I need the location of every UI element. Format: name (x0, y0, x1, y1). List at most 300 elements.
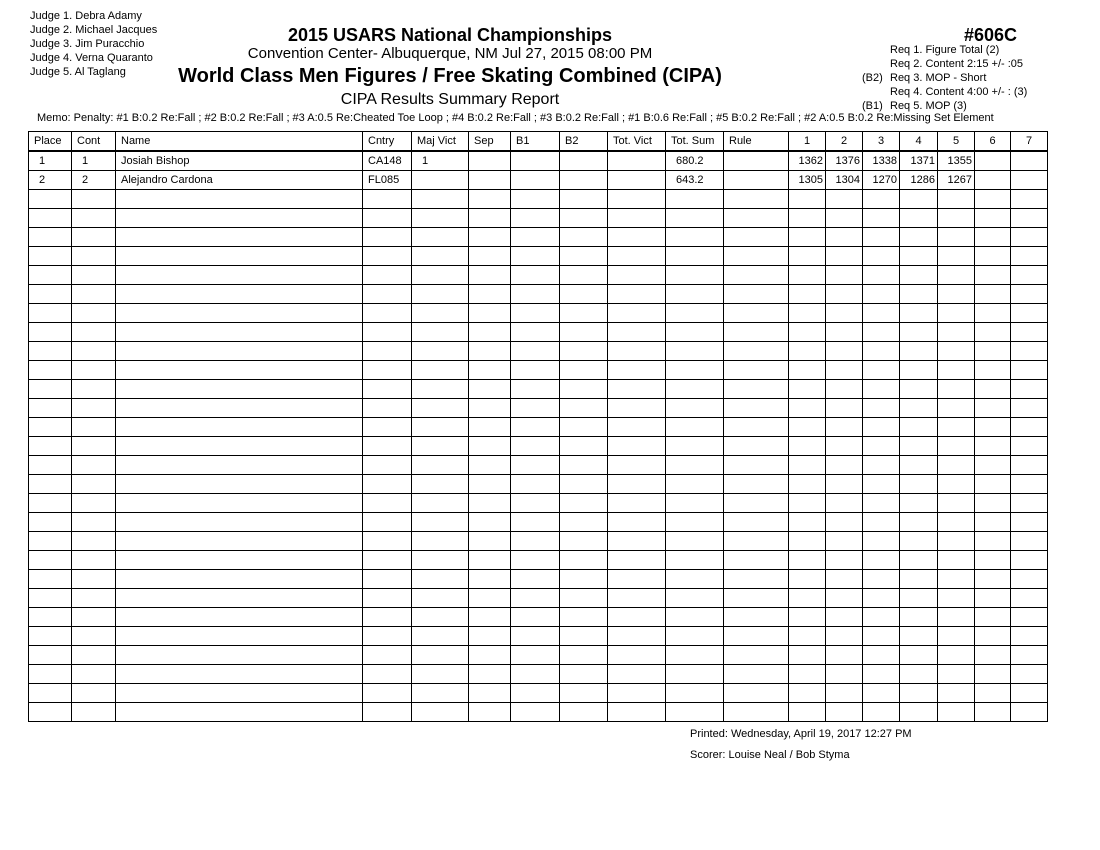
table-cell (1011, 703, 1048, 722)
table-cell: 1304 (826, 171, 863, 190)
table-cell (469, 589, 511, 608)
table-cell (608, 399, 666, 418)
table-cell (511, 570, 560, 589)
table-cell (975, 228, 1011, 247)
table-cell (608, 551, 666, 570)
requirement: (B1) Req 5. MOP (3) (862, 100, 967, 112)
table-cell: 1305 (789, 171, 826, 190)
table-cell (72, 209, 116, 228)
table-cell (469, 627, 511, 646)
table-cell (469, 171, 511, 190)
table-cell (975, 475, 1011, 494)
table-cell (469, 703, 511, 722)
judge: Judge 4. Verna Quaranto (30, 52, 153, 64)
table-cell (363, 247, 412, 266)
table-cell (900, 285, 938, 304)
table-cell (363, 513, 412, 532)
table-cell (560, 266, 608, 285)
table-cell (412, 475, 469, 494)
table-cell (1011, 494, 1048, 513)
table-cell (1011, 437, 1048, 456)
table-cell (789, 456, 826, 475)
table-cell (938, 513, 975, 532)
table-cell (116, 589, 363, 608)
table-cell (116, 190, 363, 209)
table-cell (938, 437, 975, 456)
table-cell (826, 513, 863, 532)
table-cell (826, 684, 863, 703)
table-cell (900, 703, 938, 722)
table-cell (608, 171, 666, 190)
table-cell (975, 151, 1011, 171)
table-cell (900, 380, 938, 399)
table-cell (511, 532, 560, 551)
table-cell (469, 646, 511, 665)
table-cell (863, 703, 900, 722)
table-cell (412, 646, 469, 665)
table-cell (363, 646, 412, 665)
table-cell (724, 285, 789, 304)
table-cell (363, 551, 412, 570)
table-cell (938, 532, 975, 551)
table-cell (29, 456, 72, 475)
table-cell (72, 437, 116, 456)
table-cell (469, 475, 511, 494)
table-cell (789, 665, 826, 684)
table-cell (900, 589, 938, 608)
table-cell (975, 703, 1011, 722)
table-cell (724, 151, 789, 171)
table-cell (72, 589, 116, 608)
table-cell (666, 323, 724, 342)
table-cell (511, 285, 560, 304)
table-cell (29, 418, 72, 437)
table-cell (1011, 228, 1048, 247)
table-cell (975, 266, 1011, 285)
table-cell (863, 266, 900, 285)
table-cell (975, 456, 1011, 475)
table-cell: 1355 (938, 151, 975, 171)
table-cell (469, 361, 511, 380)
table-cell (363, 209, 412, 228)
page-title: 2015 USARS National Championships (287, 25, 613, 45)
table-cell (900, 361, 938, 380)
table-cell (826, 475, 863, 494)
table-cell (863, 494, 900, 513)
table-cell (608, 646, 666, 665)
table-cell (1011, 209, 1048, 228)
table-cell (608, 190, 666, 209)
table-cell (975, 209, 1011, 228)
table-cell (511, 475, 560, 494)
table-cell (412, 380, 469, 399)
table-cell (666, 475, 724, 494)
table-cell (863, 589, 900, 608)
empty-table-row (29, 418, 1048, 437)
column-header: 6 (975, 132, 1011, 152)
judge: Judge 1. Debra Adamy (30, 10, 142, 22)
table-cell (938, 665, 975, 684)
table-cell (363, 703, 412, 722)
table-cell (29, 304, 72, 323)
table-cell (975, 627, 1011, 646)
table-cell (511, 304, 560, 323)
column-header: Maj Vict (412, 132, 469, 152)
table-cell (900, 532, 938, 551)
table-cell (666, 304, 724, 323)
table-cell (72, 418, 116, 437)
table-cell (412, 171, 469, 190)
table-cell (412, 513, 469, 532)
table-cell: 1267 (938, 171, 975, 190)
requirement: Req 1. Figure Total (2) (890, 44, 1000, 56)
table-cell: Josiah Bishop (116, 151, 363, 171)
empty-table-row (29, 209, 1048, 228)
table-cell (363, 494, 412, 513)
table-cell (975, 399, 1011, 418)
table-cell (469, 665, 511, 684)
table-cell (724, 266, 789, 285)
table-cell (789, 304, 826, 323)
table-cell (938, 190, 975, 209)
table-cell (826, 190, 863, 209)
table-cell (1011, 361, 1048, 380)
table-cell (938, 247, 975, 266)
table-cell (72, 494, 116, 513)
table-cell (412, 304, 469, 323)
table-cell (938, 494, 975, 513)
table-cell (1011, 646, 1048, 665)
table-cell (116, 532, 363, 551)
table-cell (826, 551, 863, 570)
table-cell (826, 494, 863, 513)
table-cell (724, 684, 789, 703)
table-cell (72, 684, 116, 703)
table-cell (900, 456, 938, 475)
table-cell (363, 285, 412, 304)
table-cell (666, 551, 724, 570)
table-cell (975, 494, 1011, 513)
column-header: 2 (826, 132, 863, 152)
table-cell (900, 399, 938, 418)
table-cell (560, 247, 608, 266)
table-cell (826, 304, 863, 323)
table-cell (1011, 665, 1048, 684)
empty-table-row (29, 627, 1048, 646)
table-cell (789, 285, 826, 304)
table-cell (560, 399, 608, 418)
requirement: Req 2. Content 2:15 +/- :05 (890, 58, 1024, 70)
table-cell (724, 456, 789, 475)
table-cell (938, 209, 975, 228)
table-cell (826, 418, 863, 437)
table-cell (975, 380, 1011, 399)
table-cell (560, 589, 608, 608)
scorer: Scorer: Louise Neal / Bob Styma (690, 749, 850, 761)
table-cell (560, 551, 608, 570)
table-cell (29, 399, 72, 418)
table-cell (863, 551, 900, 570)
empty-table-row (29, 266, 1048, 285)
table-cell (826, 570, 863, 589)
table-cell (975, 608, 1011, 627)
table-cell (116, 323, 363, 342)
table-cell (116, 684, 363, 703)
table-cell: 1270 (863, 171, 900, 190)
empty-table-row (29, 475, 1048, 494)
empty-table-row (29, 551, 1048, 570)
table-cell (1011, 171, 1048, 190)
table-cell (363, 266, 412, 285)
table-cell (938, 646, 975, 665)
empty-table-row (29, 513, 1048, 532)
table-cell (863, 418, 900, 437)
table-cell (511, 380, 560, 399)
empty-table-row (29, 646, 1048, 665)
table-cell (412, 266, 469, 285)
table-cell (724, 247, 789, 266)
column-header: 1 (789, 132, 826, 152)
table-cell (116, 608, 363, 627)
table-cell (72, 190, 116, 209)
table-cell (789, 570, 826, 589)
empty-table-row (29, 190, 1048, 209)
table-cell (560, 532, 608, 551)
column-header: B1 (511, 132, 560, 152)
table-cell (560, 513, 608, 532)
table-cell (72, 570, 116, 589)
table-cell (1011, 551, 1048, 570)
table-cell (863, 285, 900, 304)
table-cell (469, 494, 511, 513)
table-cell (72, 266, 116, 285)
table-cell (938, 304, 975, 323)
column-header: 4 (900, 132, 938, 152)
table-cell (29, 190, 72, 209)
table-cell (363, 665, 412, 684)
table-cell (511, 151, 560, 171)
table-cell (29, 513, 72, 532)
table-cell (511, 323, 560, 342)
empty-table-row (29, 665, 1048, 684)
table-cell (412, 570, 469, 589)
table-cell (560, 171, 608, 190)
table-cell (724, 323, 789, 342)
table-cell (975, 285, 1011, 304)
table-cell (29, 437, 72, 456)
table-cell (863, 437, 900, 456)
table-cell (412, 684, 469, 703)
table-cell (511, 266, 560, 285)
table-cell (72, 475, 116, 494)
table-cell (72, 532, 116, 551)
table-cell (116, 456, 363, 475)
table-cell (412, 589, 469, 608)
table-cell (363, 437, 412, 456)
table-cell (826, 437, 863, 456)
table-cell (560, 209, 608, 228)
table-cell (29, 380, 72, 399)
table-cell (938, 380, 975, 399)
table-cell (938, 342, 975, 361)
table-cell (363, 418, 412, 437)
table-cell (469, 228, 511, 247)
table-cell (511, 551, 560, 570)
table-cell (560, 570, 608, 589)
table-cell (608, 532, 666, 551)
table-cell (29, 247, 72, 266)
table-cell (724, 513, 789, 532)
table-cell (789, 342, 826, 361)
table-cell (29, 285, 72, 304)
judge: Judge 2. Michael Jacques (30, 24, 158, 36)
table-cell (1011, 266, 1048, 285)
table-cell (666, 228, 724, 247)
table-cell (412, 494, 469, 513)
table-cell (826, 589, 863, 608)
table-cell (900, 570, 938, 589)
empty-table-row (29, 494, 1048, 513)
table-cell (1011, 304, 1048, 323)
table-cell (863, 570, 900, 589)
table-cell (29, 494, 72, 513)
table-cell (412, 228, 469, 247)
venue-date: Convention Center- Albuquerque, NM Jul 27, 2015 08:00 PM (247, 45, 653, 62)
table-cell (29, 266, 72, 285)
table-cell (900, 551, 938, 570)
table-cell (975, 304, 1011, 323)
table-cell (116, 304, 363, 323)
table-cell (938, 266, 975, 285)
column-header: 5 (938, 132, 975, 152)
table-cell (1011, 608, 1048, 627)
table-cell (72, 456, 116, 475)
table-cell (789, 646, 826, 665)
table-cell (724, 399, 789, 418)
table-cell (666, 380, 724, 399)
table-cell (511, 418, 560, 437)
table-cell (72, 646, 116, 665)
empty-table-row (29, 361, 1048, 380)
table-cell (560, 475, 608, 494)
column-header: Tot. Sum (666, 132, 724, 152)
table-cell (29, 589, 72, 608)
empty-table-row (29, 684, 1048, 703)
table-cell (724, 608, 789, 627)
table-cell (469, 380, 511, 399)
table-cell (560, 285, 608, 304)
table-cell (511, 228, 560, 247)
table-cell (1011, 627, 1048, 646)
table-cell (116, 551, 363, 570)
table-cell (724, 589, 789, 608)
table-cell (900, 608, 938, 627)
table-cell (363, 228, 412, 247)
table-cell (363, 570, 412, 589)
table-cell (608, 665, 666, 684)
table-cell (863, 361, 900, 380)
table-cell (900, 494, 938, 513)
table-cell (666, 684, 724, 703)
table-cell (116, 209, 363, 228)
table-cell (724, 190, 789, 209)
empty-table-row (29, 437, 1048, 456)
printed-date: Printed: Wednesday, April 19, 2017 12:27 PM (690, 728, 912, 740)
table-cell (789, 247, 826, 266)
table-cell (511, 608, 560, 627)
table-cell (826, 285, 863, 304)
table-cell (560, 646, 608, 665)
table-cell (560, 437, 608, 456)
table-cell (511, 684, 560, 703)
table-cell (863, 209, 900, 228)
table-cell (72, 627, 116, 646)
table-cell (900, 342, 938, 361)
table-cell (666, 608, 724, 627)
table-cell (1011, 151, 1048, 171)
table-cell (789, 266, 826, 285)
table-cell (608, 323, 666, 342)
table-cell (900, 323, 938, 342)
table-cell (608, 151, 666, 171)
table-cell (666, 646, 724, 665)
table-cell (116, 247, 363, 266)
table-cell (469, 285, 511, 304)
table-cell: 1286 (900, 171, 938, 190)
table-cell (412, 703, 469, 722)
table-cell (116, 228, 363, 247)
table-cell (363, 361, 412, 380)
table-cell (560, 380, 608, 399)
table-cell (938, 285, 975, 304)
table-cell (469, 570, 511, 589)
table-cell (826, 380, 863, 399)
empty-table-row (29, 532, 1048, 551)
table-cell (666, 570, 724, 589)
table-cell (469, 247, 511, 266)
column-header: Rule (724, 132, 789, 152)
table-cell (1011, 456, 1048, 475)
table-cell (789, 513, 826, 532)
table-cell (608, 608, 666, 627)
table-cell (1011, 380, 1048, 399)
table-cell (560, 608, 608, 627)
table-cell (412, 190, 469, 209)
table-cell (789, 399, 826, 418)
table-cell (469, 532, 511, 551)
table-cell (412, 323, 469, 342)
table-cell (511, 361, 560, 380)
table-cell (975, 342, 1011, 361)
table-cell (724, 304, 789, 323)
table-cell (363, 323, 412, 342)
table-cell (511, 456, 560, 475)
empty-table-row (29, 570, 1048, 589)
empty-table-row (29, 228, 1048, 247)
table-cell (469, 209, 511, 228)
table-cell (511, 627, 560, 646)
table-cell (1011, 285, 1048, 304)
table-cell (789, 551, 826, 570)
table-cell (363, 475, 412, 494)
table-cell (900, 437, 938, 456)
table-cell (863, 304, 900, 323)
table-cell (511, 399, 560, 418)
table-cell (666, 285, 724, 304)
penalty-memo: Memo: Penalty: #1 B:0.2 Re:Fall ; #2 B:0.2 Re:Fall ; #3 A:0.5 Re:Cheated Toe Loop ; #4 B:0.2 Re:Fall ; #3 B:0.2 Re:Fall ; #1 B:0.6 Re:Fall ; #5 B:0.2 Re:Fall ; #2 A:0.5 B:0.2 Re:Missing Set Element (37, 112, 994, 124)
table-cell (608, 380, 666, 399)
table-cell (29, 608, 72, 627)
